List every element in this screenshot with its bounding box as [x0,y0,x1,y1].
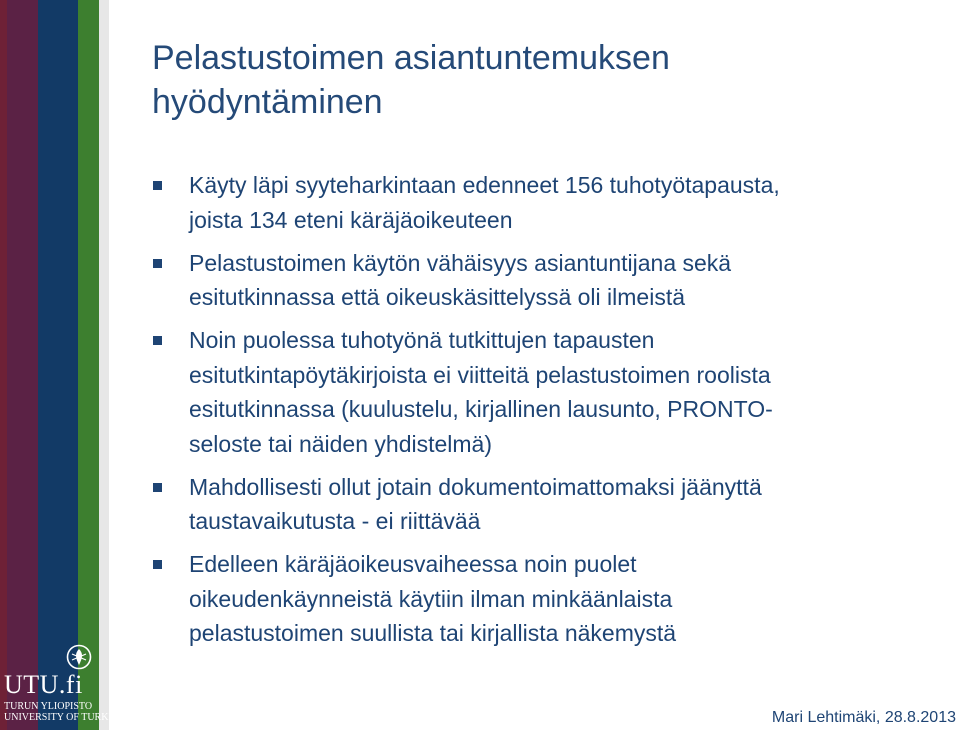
slide-title [152,36,932,124]
torch-emblem-icon [66,644,92,670]
bullet-item [152,246,922,315]
bullet-line: oikeudenkäynneistä käytiin ilman minkäänlaista [189,585,673,612]
bullet-item [152,547,922,651]
slide-title-line: hyödyntäminen [152,83,383,121]
university-logo [0,636,116,730]
bullet-line: pelastustoimen suullista tai kirjallista näkemystä [189,620,677,646]
logo-brand-text: UTU.fi [4,670,83,699]
bullet-item [152,470,922,539]
bullet-line: Pelastustoimen käytön vähäisyys asiantuntijana sekä [189,249,732,276]
bullet-line: Mahdollisesti ollut jotain dokumentoimattomaksi jäänyttä [189,473,762,500]
bullet-line: Käyty läpi syyteharkintaan edenneet 156 tuhotyötapausta, [189,172,780,198]
stripe-light [99,0,109,730]
square-bullet-icon [153,336,162,345]
bullet-list [152,168,922,659]
square-bullet-icon [153,560,162,569]
bullet-line: joista 134 eteni käräjäoikeuteen [189,206,513,233]
slide-footer-author-date: Mari Lehtimäki, 28.8.2013 [771,709,956,726]
square-bullet-icon [153,483,162,492]
square-bullet-icon [153,259,162,268]
bullet-line: seloste tai näiden yhdistelmä) [189,430,492,457]
logo-name-finnish: TURUN YLIOPISTO [4,701,93,712]
stripe-red [0,0,7,730]
stripe-purple [7,0,38,730]
bullet-line: taustavaikutusta - ei riittävää [189,508,481,534]
bullet-line: esitutkinnassa että oikeuskäsittelyssä oli ilmeistä [189,284,686,310]
stripe-green [78,0,99,730]
slide-title-line: Pelastustoimen asiantuntemuksen [152,39,670,77]
stripe-blue [38,0,78,730]
bullet-line: Noin puolessa tuhotyönä tutkittujen tapausten [189,327,655,353]
square-bullet-icon [153,181,162,190]
bullet-item [152,168,922,237]
bullet-item [152,323,922,461]
bullet-line: Edelleen käräjäoikeusvaiheessa noin puolet [189,551,637,577]
decorative-stripes [0,0,112,730]
logo-name-english: UNIVERSITY OF TURKU [4,712,116,723]
bullet-line: esitutkinnassa (kuulustelu, kirjallinen lausunto, PRONTO- [189,396,773,422]
bullet-line: esitutkintapöytäkirjoista ei viitteitä pelastustoimen roolista [189,361,771,388]
